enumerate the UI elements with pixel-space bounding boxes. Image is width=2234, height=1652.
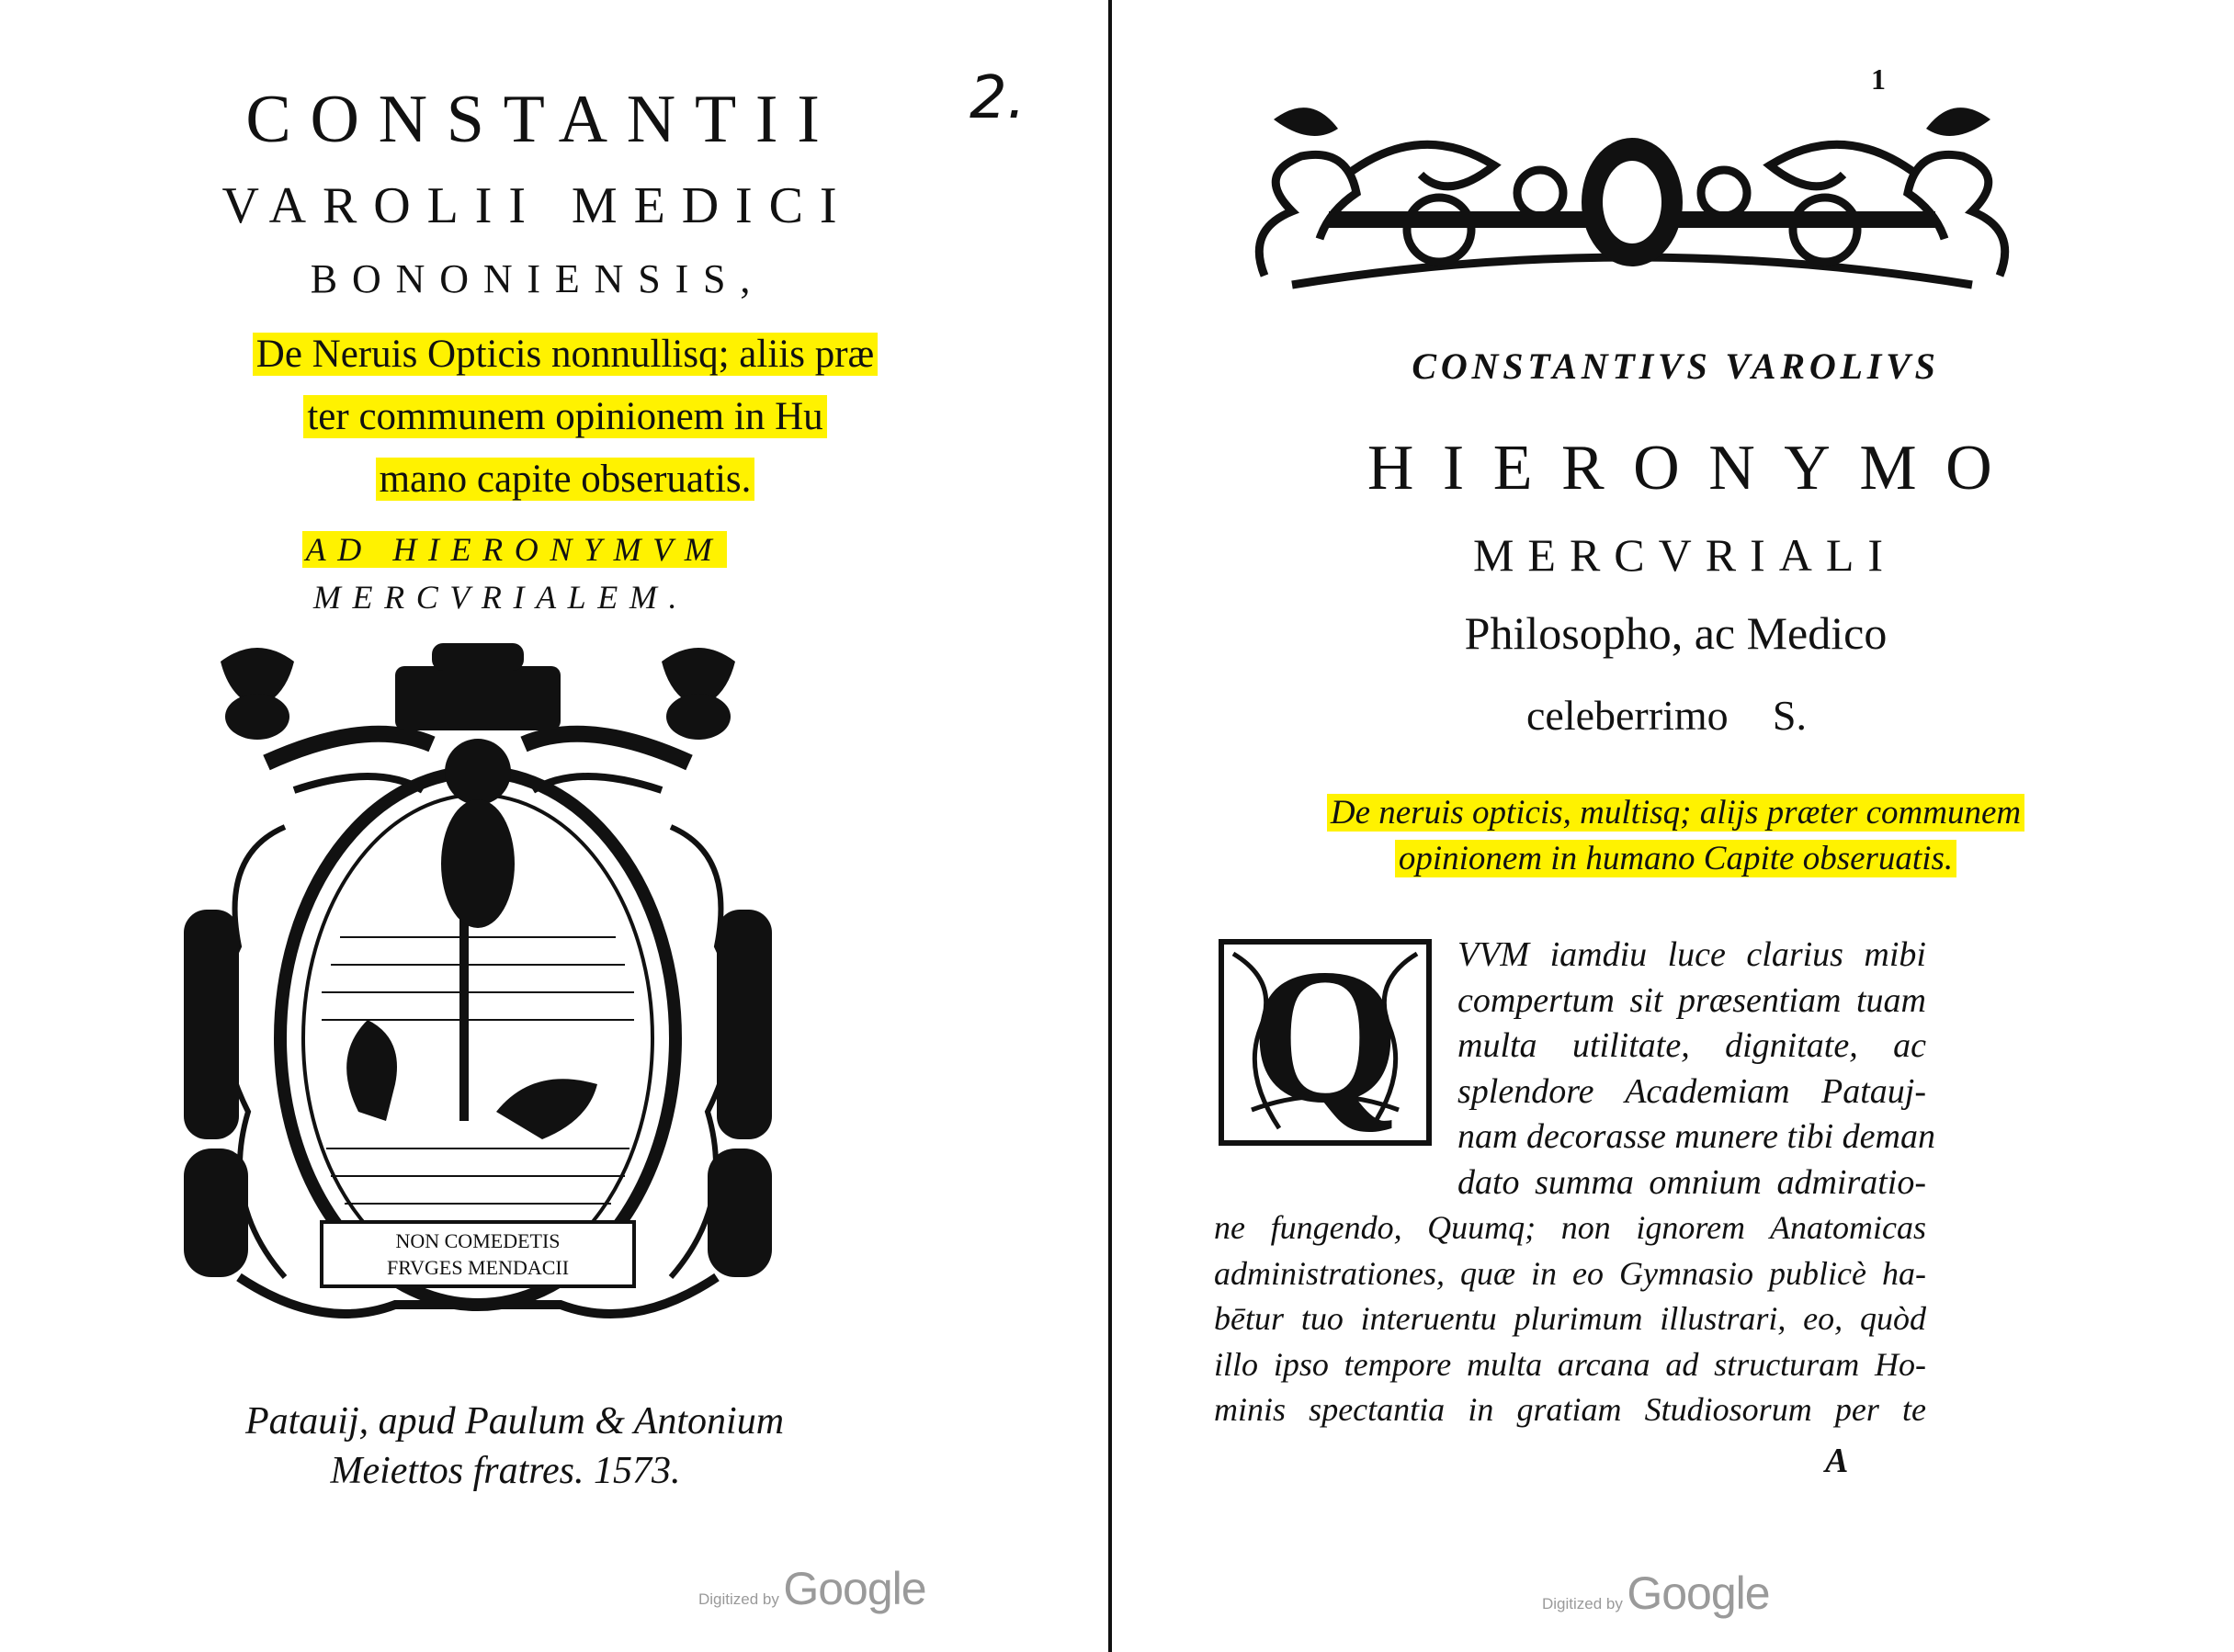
body-line: dato summa omnium admiratio- xyxy=(1457,1162,1926,1202)
motto-line-1: NON COMEDETIS xyxy=(395,1229,561,1252)
subtitle xyxy=(55,323,1075,511)
motto-line-2: FRVGES MENDACII xyxy=(386,1256,570,1279)
left-page xyxy=(0,0,1112,1652)
body-line: administrationes, quæ in eo Gymnasio publicè ha- xyxy=(1214,1254,1926,1292)
decorated-initial xyxy=(1219,930,1432,1146)
body-line: bētur tuo interuentu plurimum illustrari, eo, quòd xyxy=(1214,1300,1926,1337)
book-gutter xyxy=(1108,0,1112,1652)
right-page xyxy=(1117,0,2234,1652)
imprint xyxy=(0,1397,1112,1496)
watermark-prefix: Digitized by xyxy=(1542,1595,1623,1612)
title-line-3: BONONIENSIS, xyxy=(310,256,765,301)
body-line: compertum sit præsentiam tuam xyxy=(1457,980,1926,1020)
imprint-line-2: Meiettos fratres. 1573. xyxy=(330,1450,681,1492)
body-line: splendore Academiam Patauj- xyxy=(1457,1071,1926,1111)
watermark-brand: Google xyxy=(783,1563,926,1614)
body-line: illo ipso tempore multa arcana ad structuram Ho- xyxy=(1214,1345,1926,1383)
initial-letter: Q xyxy=(1250,930,1401,1143)
subtitle-line-1: De Neruis Opticis nonnullisq; aliis præ xyxy=(253,333,878,376)
manuscript-mark: 2. xyxy=(970,64,1026,132)
author-line: CONSTANTIVS VAROLIVS xyxy=(1412,345,1940,387)
subtitle-line-2: ter communem opinionem in Hu xyxy=(303,395,826,438)
title-line-2: VAROLII MEDICI xyxy=(221,177,854,234)
dedication xyxy=(0,526,1112,621)
body-text-full xyxy=(1214,1205,1926,1433)
title-line-1: CONSTANTII xyxy=(245,82,839,157)
printer-device-woodcut xyxy=(184,634,772,1351)
dedication-line-2: MERCVRIALEM. xyxy=(312,579,689,616)
catchword: A xyxy=(1825,1442,1849,1480)
ornamental-headpiece xyxy=(1237,92,2027,294)
recipient-line-2: MERCVRIALI xyxy=(1472,529,1898,581)
titles-line-2: celeberrimo S. xyxy=(1525,692,1808,739)
subtitle-line-3: mano capite obseruatis. xyxy=(376,458,755,501)
watermark-brand: Google xyxy=(1627,1567,1770,1619)
google-watermark xyxy=(698,1562,926,1615)
body-line: ne fungendo, Quumq; non ignorem Anatomicas xyxy=(1214,1209,1926,1246)
subject-line-1: De neruis opticis, multisq; alijs præter communem xyxy=(1327,794,2024,832)
google-watermark xyxy=(1542,1567,1770,1620)
subject-line-2: opinionem in humano Capite obseruatis. xyxy=(1395,840,1956,877)
body-line: nam decorasse munere tibi deman xyxy=(1457,1117,1935,1156)
body-line: multa utilitate, dignitate, ac xyxy=(1457,1026,1926,1065)
body-text-beside-initial xyxy=(1457,933,1935,1205)
recipient-line: HIERONYMO xyxy=(1366,433,2022,504)
body-line: VVM iamdiu luce clarius mibi xyxy=(1457,935,1926,974)
watermark-prefix: Digitized by xyxy=(698,1590,779,1608)
page-number: 1 xyxy=(1871,62,1886,96)
imprint-line-1: Patauij, apud Paulum & Antonium xyxy=(244,1400,785,1443)
dedication-line-1: AD HIERONYMVM xyxy=(302,531,728,568)
body-line: minis spectantia in gratiam Studiosorum per te xyxy=(1214,1391,1926,1428)
subject xyxy=(1209,790,2142,882)
titles-line-1: Philosopho, ac Medico xyxy=(1464,607,1888,659)
